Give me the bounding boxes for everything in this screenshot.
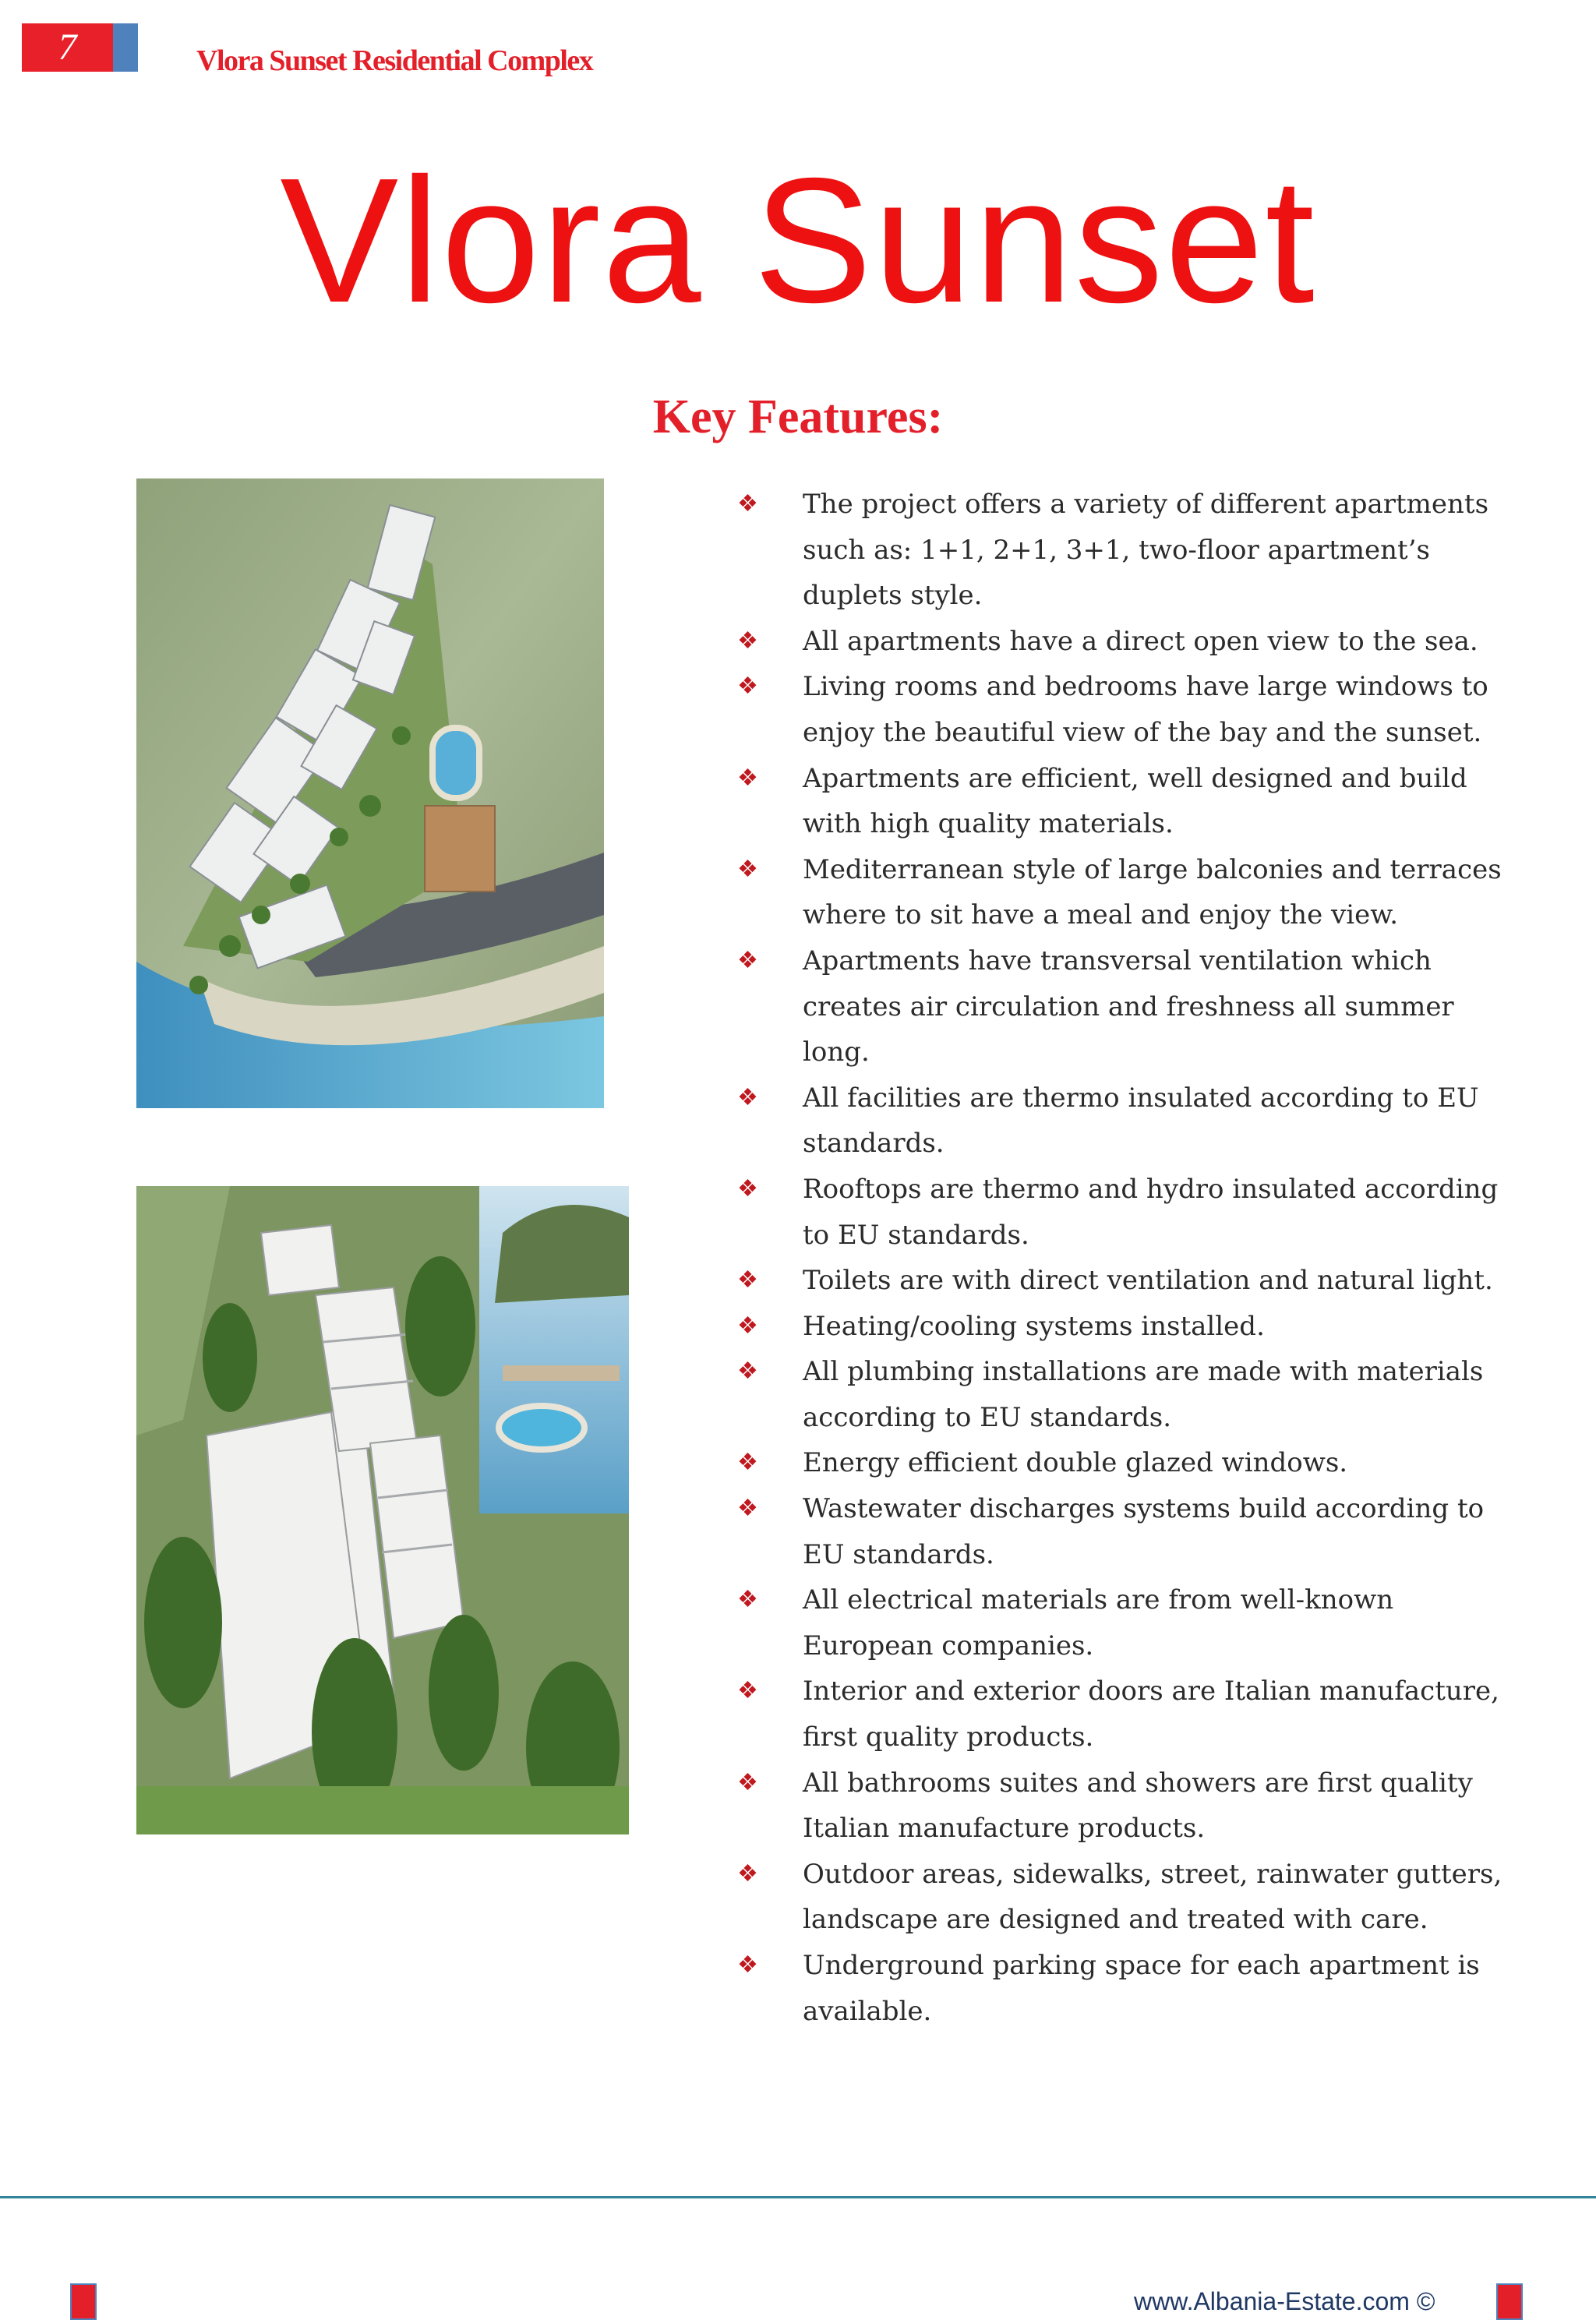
footer-divider — [0, 2196, 1596, 2198]
diamond-bullet-icon: ❖ — [737, 627, 758, 655]
diamond-bullet-icon: ❖ — [737, 1859, 758, 1887]
footer-url-link[interactable]: www.Albania-Estate.com © — [1134, 2287, 1435, 2315]
running-title: Vlora Sunset Residential Complex — [196, 44, 593, 77]
feature-item — [733, 1852, 1512, 1943]
diamond-bullet-icon: ❖ — [737, 1449, 758, 1477]
feature-text: All bathrooms suites and showers are first quality Italian manufacture products. — [803, 1767, 1473, 1845]
feature-item — [733, 482, 1512, 619]
feature-item — [733, 1668, 1512, 1760]
feature-text: Energy efficient double glazed windows. — [803, 1447, 1348, 1479]
feature-text: All plumbing installations are made with materials according to EU standards. — [803, 1356, 1484, 1433]
feature-text: Outdoor areas, sidewalks, street, rainwater gutters, landscape are designed and treated with care. — [803, 1858, 1502, 1936]
feature-text: The project offers a variety of different apartments such as: 1+1, 2+1, 3+1, two-floor apartment’s duplets style. — [803, 489, 1489, 612]
footer-mark-left — [70, 2283, 97, 2320]
diamond-bullet-icon: ❖ — [737, 1266, 758, 1294]
feature-item — [733, 1440, 1512, 1486]
feature-text: Wastewater discharges systems build according to EU standards. — [803, 1493, 1485, 1570]
feature-text: Interior and exterior doors are Italian manufacture, first quality products. — [803, 1676, 1499, 1753]
diamond-bullet-icon: ❖ — [737, 490, 758, 517]
diamond-bullet-icon: ❖ — [737, 1768, 758, 1796]
feature-item — [733, 1943, 1512, 2034]
feature-item — [733, 1760, 1512, 1852]
features-list — [733, 482, 1512, 2034]
feature-item — [733, 1577, 1512, 1668]
feature-text: Mediterranean style of large balconies and terraces where to sit have a meal and enjoy the view. — [803, 853, 1502, 931]
feature-item — [733, 1167, 1512, 1258]
page-title: Vlora Sunset — [280, 142, 1316, 340]
section-heading: Key Features: — [652, 390, 944, 443]
feature-text: Apartments are efficient, well designed and build with high quality materials. — [803, 762, 1467, 840]
page-number-strip — [113, 23, 138, 72]
feature-item — [733, 938, 1512, 1075]
diamond-bullet-icon: ❖ — [737, 1677, 758, 1705]
diamond-bullet-icon: ❖ — [737, 1586, 758, 1614]
diamond-bullet-icon: ❖ — [737, 1083, 758, 1111]
feature-text: Apartments have transversal ventilation which creates air circulation and freshness all summer long. — [803, 945, 1454, 1068]
feature-text: Living rooms and bedrooms have large windows to enjoy the beautiful view of the bay and the sunset. — [803, 671, 1488, 748]
feature-text: All electrical materials are from well-known European companies. — [803, 1584, 1394, 1661]
feature-item — [733, 664, 1512, 755]
feature-text: Toilets are with direct ventilation and natural light. — [803, 1265, 1493, 1297]
feature-text: Heating/cooling systems installed. — [803, 1310, 1265, 1342]
feature-text: All facilities are thermo insulated according to EU standards. — [803, 1082, 1479, 1160]
feature-item — [733, 1075, 1512, 1167]
diamond-bullet-icon: ❖ — [737, 855, 758, 883]
aerial-complex-photo — [136, 478, 604, 1108]
footer-mark-right — [1496, 2283, 1523, 2320]
feature-item — [733, 1349, 1512, 1440]
feature-item — [733, 619, 1512, 665]
diamond-bullet-icon: ❖ — [737, 1495, 758, 1523]
feature-text: All apartments have a direct open view to the sea. — [803, 625, 1478, 657]
feature-text: Underground parking space for each apartment is available. — [803, 1950, 1480, 2027]
feature-item — [733, 1486, 1512, 1577]
page-number: 7 — [22, 23, 113, 72]
feature-text: Rooftops are thermo and hydro insulated according to EU standards. — [803, 1173, 1499, 1251]
feature-item — [733, 1304, 1512, 1350]
diamond-bullet-icon: ❖ — [737, 1312, 758, 1340]
diamond-bullet-icon: ❖ — [737, 1358, 758, 1386]
feature-item — [733, 847, 1512, 938]
diamond-bullet-icon: ❖ — [737, 946, 758, 974]
diamond-bullet-icon: ❖ — [737, 673, 758, 701]
feature-item — [733, 1258, 1512, 1304]
diamond-bullet-icon: ❖ — [737, 1951, 758, 1979]
diamond-bullet-icon: ❖ — [737, 764, 758, 792]
buildings-seaside-photo — [136, 1186, 629, 1834]
feature-item — [733, 756, 1512, 847]
diamond-bullet-icon: ❖ — [737, 1174, 758, 1202]
